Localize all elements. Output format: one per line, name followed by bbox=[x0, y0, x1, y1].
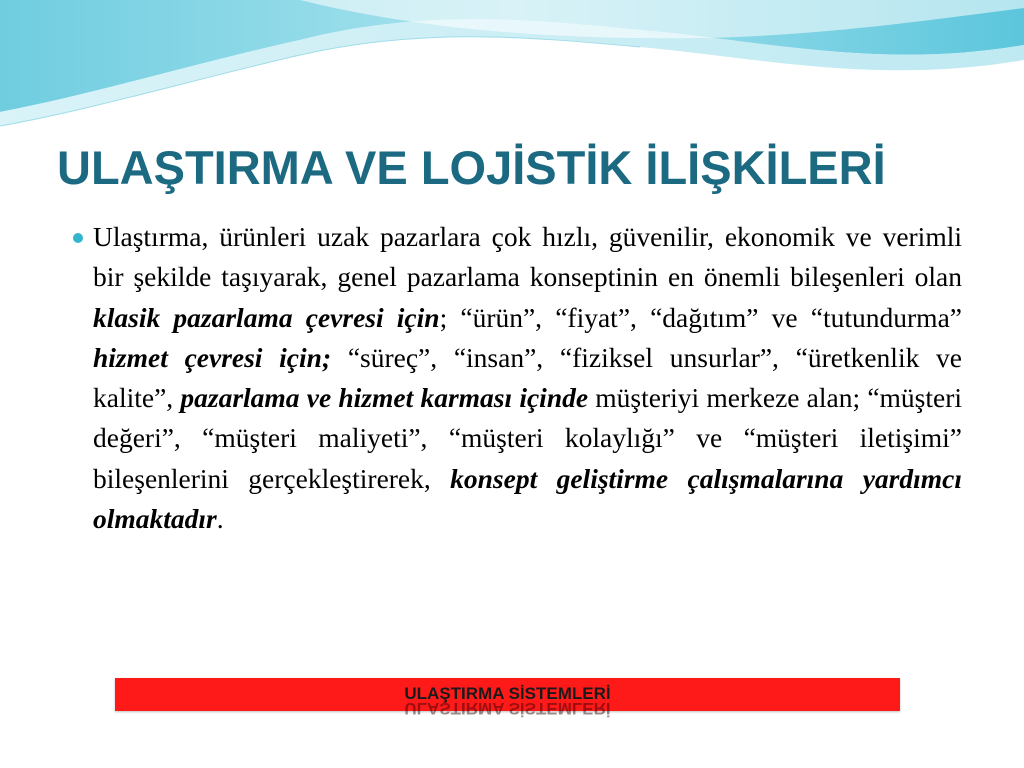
bullet-text-emphasis: hizmet çevresi için; bbox=[93, 341, 332, 373]
bullet-text-segment: “süreç”, “insan”, “fiziksel unsurlar”, “üretkenlik ve kalite”, bbox=[93, 341, 963, 414]
banner-label: ULAŞTIRMA SİSTEMLERİ bbox=[404, 684, 611, 703]
banner-label-reflection: ULAŞTIRMA SİSTEMLERİ bbox=[404, 699, 611, 718]
bullet-text-segment: müşteriyi merkeze alan; “müşteri değeri”, “müşteri maliyeti”, “müşteri kolaylığı” ve “müşteri iletişimi” bileşenlerini gerçekleştirerek, bbox=[93, 382, 963, 494]
bullet-text-emphasis: klasik pazarlama çevresi için bbox=[93, 301, 440, 333]
bullet-paragraph bbox=[93, 217, 962, 539]
slide-title: ULAŞTIRMA VE LOJİSTİK İLİŞKİLERİ bbox=[57, 141, 886, 194]
bullet-text-segment: . bbox=[216, 503, 224, 535]
header-wave-decoration bbox=[0, 0, 1024, 130]
bullet-text-emphasis: konsept geliştirme çalışmalarına yardımcı olmaktadır bbox=[93, 462, 963, 535]
bullet-text-segment: ; “ürün”, “fiyat”, “dağıtım” ve “tutundurma” bbox=[439, 301, 962, 333]
bullet-text-segment: Ulaştırma, ürünleri uzak pazarlara çok hızlı, güvenilir, ekonomik ve verimli bir şekilde taşıyarak, genel pazarlama konseptinin en önemli bileşenleri olan bbox=[93, 221, 962, 293]
bullet-text-emphasis: pazarlama ve hizmet karması içinde bbox=[180, 382, 589, 414]
bullet-dot-icon bbox=[73, 233, 83, 243]
transport-systems-banner[interactable] bbox=[115, 678, 900, 718]
